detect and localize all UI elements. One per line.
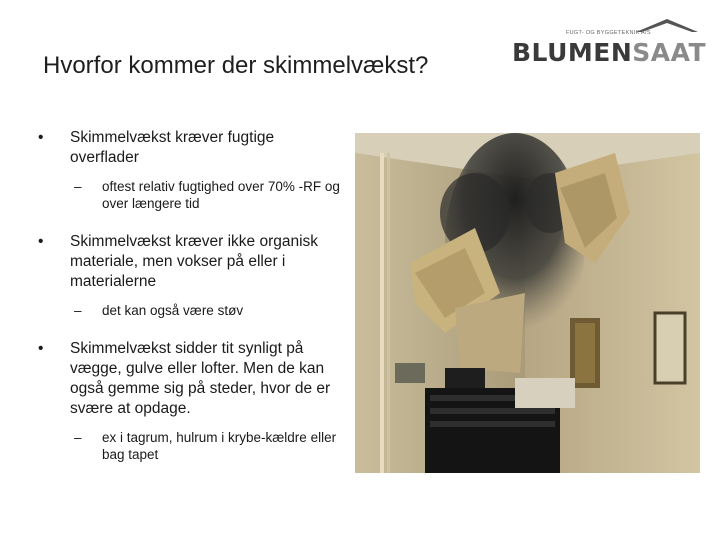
slide-title: Hvorfor kommer der skimmelvækst?: [43, 52, 429, 79]
bullet-list: [38, 128, 343, 483]
bullet-text: Skimmelvækst kræver fugtige overflader: [70, 129, 275, 166]
sub-bullet-text: ex i tagrum, hulrum i krybe-kældre eller bag tapet: [102, 430, 337, 462]
bullet-marker: •: [38, 233, 44, 250]
bullet-item: [38, 339, 343, 419]
moldy-room-corner-photo: [355, 133, 700, 473]
bullet-text: Skimmelvækst kræver ikke organisk materiale, men vokser på eller i materialerne: [70, 233, 319, 290]
bullet-item: [38, 232, 343, 292]
logo-word-light: SAAT: [632, 38, 707, 67]
dash-marker: –: [74, 179, 82, 194]
bullet-marker: •: [38, 129, 44, 146]
dash-marker: –: [74, 430, 82, 445]
bullet-item: [38, 128, 343, 168]
bullet-marker: •: [38, 340, 44, 357]
dash-marker: –: [74, 303, 82, 318]
sub-bullet-text: oftest relativ fugtighed over 70% -RF og over længere tid: [102, 179, 340, 211]
logo-word-dark: BLUMEN: [512, 38, 633, 67]
sub-bullet-item: [38, 429, 343, 463]
bullet-text: Skimmelvækst sidder tit synligt på vægge, gulve eller lofter. Men de kan også gemme sig på steder, hvor de er svære at opdage.: [70, 340, 331, 417]
sub-bullet-item: [38, 178, 343, 212]
sub-bullet-text: det kan også være støv: [102, 303, 244, 318]
company-logo: [508, 16, 707, 67]
logo-wordmark: [512, 38, 706, 67]
sub-bullet-item: [38, 302, 343, 319]
logo-tagline: FUGT- OG BYGGETEKNIK A/S: [566, 30, 651, 36]
